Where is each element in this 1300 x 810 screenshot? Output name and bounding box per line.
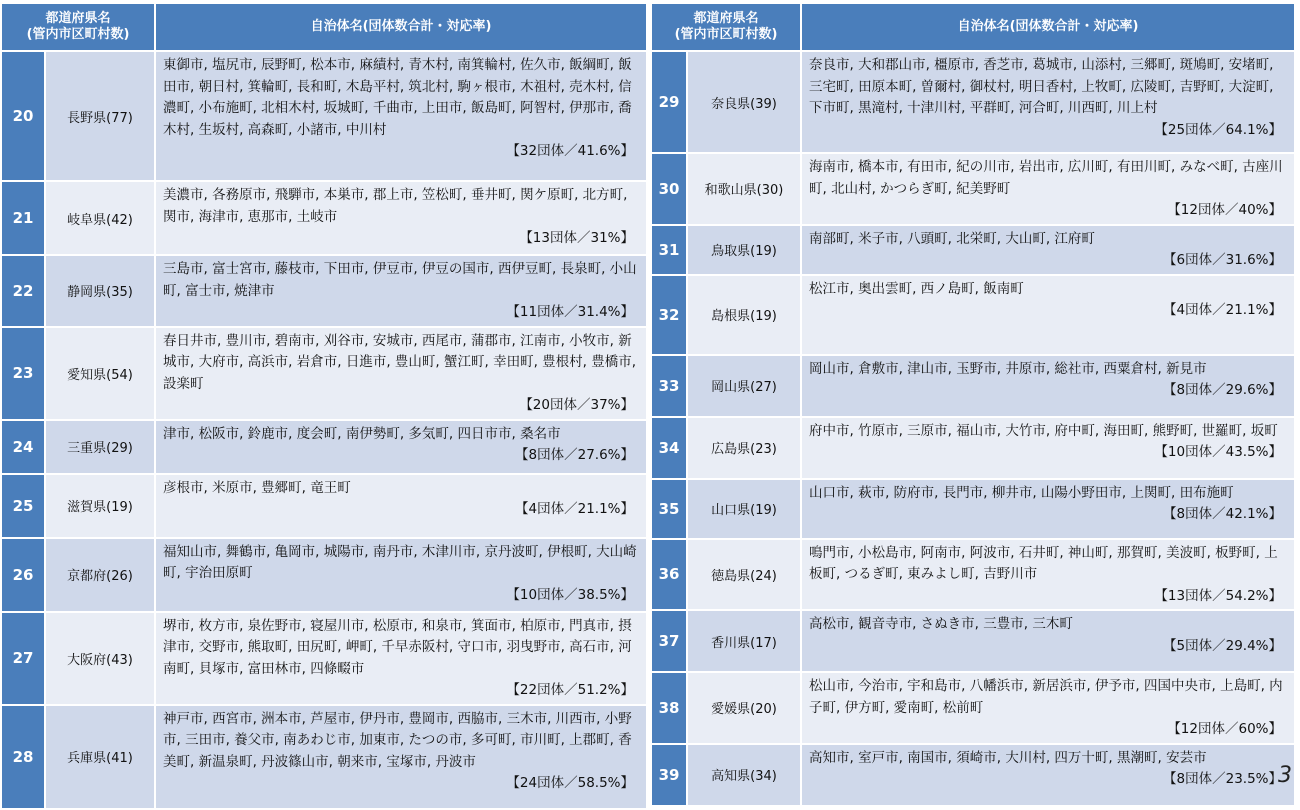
table-row [652, 540, 1294, 610]
prefecture-name: 徳島県(24) [688, 540, 800, 610]
municipalities-cell [802, 480, 1294, 538]
municipalities-list: 鳴門市, 小松島市, 阿南市, 阿波市, 石井町, 神山町, 那賀町, 美波町, 板野町, 上板町, つるぎ町, 東みよし町, 吉野川市 [809, 544, 1278, 582]
prefecture-name: 大阪府(43) [46, 613, 154, 704]
row-number: 34 [652, 418, 686, 478]
summary: 【32団体／41.6%】 [506, 143, 634, 159]
municipalities-cell [156, 256, 646, 326]
prefecture-name: 山口県(19) [688, 480, 800, 538]
prefecture-name: 奈良県(39) [688, 52, 800, 152]
municipalities-list: 福知山市, 舞鶴市, 亀岡市, 城陽市, 南丹市, 木津川市, 京丹波町, 伊根町, 大山崎町, 宇治田原町 [163, 543, 637, 581]
municipalities-cell [156, 475, 646, 537]
prefecture-name: 静岡県(35) [46, 256, 154, 326]
table-row [2, 328, 646, 419]
table-row [652, 356, 1294, 416]
prefecture-name: 滋賀県(19) [46, 475, 154, 537]
row-number: 24 [2, 421, 44, 473]
table-row [652, 418, 1294, 478]
municipalities-cell [802, 226, 1294, 274]
row-number: 39 [652, 745, 686, 805]
municipalities-cell [156, 421, 646, 473]
header-prefecture-line1: 都道府県名 [693, 11, 759, 26]
table-row [2, 52, 646, 180]
table-row [652, 226, 1294, 274]
prefecture-name: 愛媛県(20) [688, 673, 800, 743]
prefecture-name: 岡山県(27) [688, 356, 800, 416]
row-number: 37 [652, 611, 686, 671]
municipalities-list: 神戸市, 西宮市, 洲本市, 芦屋市, 伊丹市, 豊岡市, 西脇市, 三木市, 川西市, 小野市, 三田市, 養父市, 南あわじ市, 加東市, たつの市, 多可町, 市川町, 上郡町, 香美町, 新温泉町, 丹波篠山市, 朝来市, 宝塚市, 丹波市 [163, 710, 632, 770]
municipalities-cell [802, 673, 1294, 743]
left-header-row [2, 4, 646, 50]
municipalities-cell [156, 539, 646, 611]
municipalities-list: 高知市, 室戸市, 南国市, 須崎市, 大川村, 四万十町, 黒潮町, 安芸市 [809, 749, 1207, 766]
row-number: 33 [652, 356, 686, 416]
table-row [652, 745, 1294, 805]
table-row [2, 475, 646, 537]
summary: 【22団体／51.2%】 [506, 682, 634, 698]
prefecture-name: 京都府(26) [46, 539, 154, 611]
prefecture-name: 高知県(34) [688, 745, 800, 805]
municipalities-list: 美濃市, 各務原市, 飛騨市, 本巣市, 郡上市, 笠松町, 垂井町, 関ケ原町, 北方町, 関市, 海津市, 恵那市, 土岐市 [163, 187, 628, 225]
row-number: 26 [2, 539, 44, 611]
municipalities-cell [802, 540, 1294, 610]
table-row [2, 182, 646, 254]
municipalities-cell [156, 328, 646, 419]
prefecture-name: 鳥取県(19) [688, 226, 800, 274]
header-municipalities: 自治体名(団体数合計・対応率) [802, 4, 1294, 50]
municipalities-cell [156, 52, 646, 180]
summary: 【13団体／31%】 [519, 230, 634, 246]
table-row [2, 539, 646, 611]
municipalities-cell [802, 154, 1294, 224]
municipalities-list: 松山市, 今治市, 宇和島市, 八幡浜市, 新居浜市, 伊予市, 四国中央市, 上島町, 内子町, 伊方町, 愛南町, 松前町 [809, 678, 1283, 716]
summary: 【8団体／29.6%】 [1163, 382, 1282, 398]
municipalities-list: 松江市, 奥出雲町, 西ノ島町, 飯南町 [809, 280, 1024, 297]
prefecture-name: 香川県(17) [688, 611, 800, 671]
row-number: 23 [2, 328, 44, 419]
municipalities-list: 府中市, 竹原市, 三原市, 福山市, 大竹市, 府中町, 海田町, 熊野町, 世羅町, 坂町 [809, 422, 1278, 439]
summary: 【12団体／60%】 [1167, 721, 1282, 737]
municipalities-cell [802, 611, 1294, 671]
municipalities-list: 三島市, 富士宮市, 藤枝市, 下田市, 伊豆市, 伊豆の国市, 西伊豆町, 長泉町, 小山町, 富士市, 焼津市 [163, 261, 637, 299]
summary: 【4団体／21.1%】 [515, 501, 634, 517]
municipalities-list: 奈良市, 大和郡山市, 橿原市, 香芝市, 葛城市, 山添村, 三郷町, 斑鳩町, 安堵町, 三宅町, 田原本町, 曽爾村, 御杖村, 明日香村, 上牧町, 広陵町, 吉野町, 大淀町, 下市町, 黒滝村, 十津川村, 平群町, 河合町, 川西町, 川上村 [809, 57, 1274, 116]
municipalities-list: 東御市, 塩尻市, 辰野町, 松本市, 麻績村, 青木村, 南箕輪村, 佐久市, 飯綱町, 飯田市, 朝日村, 箕輪町, 長和町, 木島平村, 筑北村, 駒ヶ根市, 木祖村, 売木村, 信濃町, 小布施町, 北相木村, 坂城町, 千曲市, 上田市, 飯島町, 阿智村, 伊那市, 喬木村, 生坂村, 高森町, 小諸市, 中川村 [163, 57, 632, 138]
table-row [2, 706, 646, 808]
municipalities-list: 山口市, 萩市, 防府市, 長門市, 柳井市, 山陽小野田市, 上関町, 田布施町 [809, 484, 1234, 501]
page-number: 3 [1278, 763, 1292, 788]
summary: 【24団体／58.5%】 [506, 775, 634, 791]
municipalities-list: 高松市, 観音寺市, さぬき市, 三豊市, 三木町 [809, 616, 1073, 632]
prefecture-name: 和歌山県(30) [688, 154, 800, 224]
table-row [652, 611, 1294, 671]
table-row [652, 276, 1294, 354]
municipalities-list: 津市, 松阪市, 鈴鹿市, 度会町, 南伊勢町, 多気町, 四日市市, 桑名市 [163, 425, 561, 442]
municipalities-list: 彦根市, 米原市, 豊郷町, 竜王町 [163, 479, 351, 496]
row-number: 22 [2, 256, 44, 326]
right-table [650, 2, 1296, 807]
prefecture-name: 岐阜県(42) [46, 182, 154, 254]
summary: 【12団体／40%】 [1167, 202, 1282, 218]
summary: 【10団体／43.5%】 [1154, 444, 1282, 460]
header-prefecture [2, 4, 154, 50]
prefecture-name: 広島県(23) [688, 418, 800, 478]
row-number: 32 [652, 276, 686, 354]
municipalities-cell [156, 706, 646, 808]
prefecture-name: 三重県(29) [46, 421, 154, 473]
row-number: 35 [652, 480, 686, 538]
municipalities-cell [802, 276, 1294, 354]
header-prefecture [652, 4, 800, 50]
summary: 【13団体／54.2%】 [1154, 587, 1282, 604]
table-row [652, 673, 1294, 743]
municipalities-cell [802, 745, 1294, 805]
summary: 【8団体／42.1%】 [1163, 506, 1282, 522]
row-number: 20 [2, 52, 44, 180]
municipalities-cell [156, 613, 646, 704]
row-number: 27 [2, 613, 44, 704]
prefecture-name: 島根県(19) [688, 276, 800, 354]
municipalities-list: 海南市, 橋本市, 有田市, 紀の川市, 岩出市, 広川町, 有田川町, みなべ町, 古座川町, 北山村, かつらぎ町, 紀美野町 [809, 159, 1283, 197]
prefecture-name: 長野県(77) [46, 52, 154, 180]
summary: 【11団体／31.4%】 [506, 304, 634, 320]
prefecture-name: 兵庫県(41) [46, 706, 154, 808]
summary: 【8団体／27.6%】 [515, 447, 634, 463]
table-row [2, 613, 646, 704]
summary: 【25団体／64.1%】 [1154, 121, 1282, 138]
table-row [2, 421, 646, 473]
row-number: 28 [2, 706, 44, 808]
summary: 【10団体／38.5%】 [506, 586, 634, 603]
header-prefecture-line2: (管内市区町村数) [674, 27, 778, 42]
summary: 【4団体／21.1%】 [1163, 302, 1282, 318]
row-number: 21 [2, 182, 44, 254]
municipalities-cell [802, 418, 1294, 478]
row-number: 30 [652, 154, 686, 224]
left-table [0, 2, 648, 810]
municipalities-cell [802, 52, 1294, 152]
row-number: 31 [652, 226, 686, 274]
municipalities-list: 岡山市, 倉敷市, 津山市, 玉野市, 井原市, 総社市, 西粟倉村, 新見市 [809, 360, 1207, 377]
table-row [652, 154, 1294, 224]
summary: 【6団体／31.6%】 [1163, 252, 1282, 268]
municipalities-cell [156, 182, 646, 254]
row-number: 25 [2, 475, 44, 537]
summary: 【5団体／29.4%】 [1163, 637, 1282, 654]
header-municipalities: 自治体名(団体数合計・対応率) [156, 4, 646, 50]
table-row [652, 52, 1294, 152]
summary: 【20団体／37%】 [519, 397, 634, 413]
row-number: 29 [652, 52, 686, 152]
row-number: 38 [652, 673, 686, 743]
right-header-row [652, 4, 1294, 50]
table-row [652, 480, 1294, 538]
municipalities-list: 堺市, 枚方市, 泉佐野市, 寝屋川市, 松原市, 和泉市, 箕面市, 柏原市, 門真市, 摂津市, 交野市, 熊取町, 田尻町, 岬町, 千早赤阪村, 守口市, 羽曳野市, 高石市, 河南町, 貝塚市, 富田林市, 四條畷市 [163, 617, 632, 677]
summary: 【8団体／23.5%】 [1163, 771, 1282, 787]
row-number: 36 [652, 540, 686, 610]
table-row [2, 256, 646, 326]
prefecture-name: 愛知県(54) [46, 328, 154, 419]
header-prefecture-line1: 都道府県名 [45, 11, 111, 26]
municipalities-list: 春日井市, 豊川市, 碧南市, 刈谷市, 安城市, 西尾市, 蒲郡市, 江南市, 小牧市, 新城市, 大府市, 高浜市, 岩倉市, 日進市, 豊山町, 蟹江町, 幸田町, 豊根村, 豊橋市, 設楽町 [163, 332, 637, 392]
header-prefecture-line2: (管内市区町村数) [26, 27, 130, 42]
municipalities-cell [802, 356, 1294, 416]
municipalities-list: 南部町, 米子市, 八頭町, 北栄町, 大山町, 江府町 [809, 230, 1095, 247]
